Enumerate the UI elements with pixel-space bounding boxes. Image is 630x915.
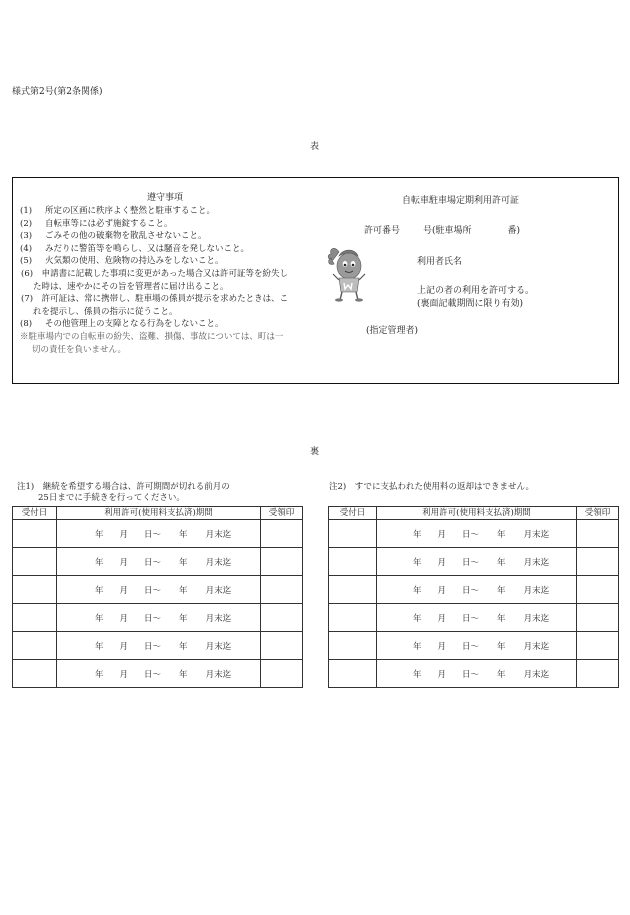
rule-item: (7) 許可証は、常に携帯し、駐車場の係員が提示を求めたときは、これを提示し、係員の指示に従うこと。 xyxy=(21,294,289,317)
rule-item: (8) その他管理上の支障となる行為をしないこと。 xyxy=(20,319,224,330)
receipt-seal-cell[interactable] xyxy=(261,576,303,604)
period-cell[interactable]: 年 月 日～ 年 月末迄 xyxy=(377,520,577,548)
rule-item: (3) ごみその他の破棄物を散乱させないこと。 xyxy=(20,231,207,242)
table-row xyxy=(13,604,303,632)
receipt-seal-cell[interactable] xyxy=(577,604,619,632)
reception-date-cell[interactable] xyxy=(329,604,377,632)
reception-date-cell[interactable] xyxy=(13,660,57,688)
reception-date-cell[interactable] xyxy=(329,660,377,688)
period-cell[interactable]: 年 月 日～ 年 月末迄 xyxy=(57,604,261,632)
permit-number-label: 許可番号 xyxy=(364,226,401,236)
receipt-seal-cell[interactable] xyxy=(261,632,303,660)
table-row xyxy=(13,520,303,548)
receipt-seal-cell[interactable] xyxy=(261,604,303,632)
table-row xyxy=(13,632,303,660)
period-cell[interactable]: 年 月 日～ 年 月末迄 xyxy=(57,520,261,548)
period-cell[interactable]: 年 月 日～ 年 月末迄 xyxy=(377,604,577,632)
reception-date-cell[interactable] xyxy=(13,576,57,604)
note-1-line-1: 注1) 継続を希望する場合は、許可期間が切れる前月の xyxy=(17,482,230,492)
period-cell[interactable]: 年 月 日～ 年 月末迄 xyxy=(377,632,577,660)
receipt-seal-cell[interactable] xyxy=(577,520,619,548)
back-label: 裏 xyxy=(310,447,320,457)
reception-date-cell[interactable] xyxy=(329,520,377,548)
mascot-character-icon xyxy=(325,244,367,302)
rules-section xyxy=(20,192,290,356)
table-row xyxy=(329,576,619,604)
receipt-seal-cell[interactable] xyxy=(577,548,619,576)
period-cell[interactable]: 年 月 日～ 年 月末迄 xyxy=(57,660,261,688)
front-permit-card xyxy=(12,177,619,384)
table-row xyxy=(13,548,303,576)
table-row xyxy=(329,604,619,632)
receipt-seal-cell[interactable] xyxy=(577,632,619,660)
table-row xyxy=(329,632,619,660)
rule-item: (2) 自転車等には必ず施錠すること。 xyxy=(20,218,173,229)
receipt-seal-cell[interactable] xyxy=(261,520,303,548)
user-name-label: 利用者氏名 xyxy=(417,257,463,267)
period-header: 利用許可(使用料支払済)期間 xyxy=(57,507,261,520)
receipt-seal-cell[interactable] xyxy=(577,576,619,604)
form-number: 様式第2号(第2条関係) xyxy=(12,87,103,97)
usage-period-table-left xyxy=(12,506,303,688)
rule-item: (4) みだりに警笛等を鳴らし、又は騒音を発しないこと。 xyxy=(20,243,250,254)
reception-date-cell[interactable] xyxy=(329,576,377,604)
period-cell[interactable]: 年 月 日～ 年 月末迄 xyxy=(57,548,261,576)
reception-date-cell[interactable] xyxy=(13,604,57,632)
parking-number: 号(駐車場所 番) xyxy=(423,226,521,236)
rule-item: (1) 所定の区画に秩序よく整然と駐車すること。 xyxy=(20,206,216,216)
validity-note: (裏面記載期間に限り有効) xyxy=(417,299,524,309)
period-cell[interactable]: 年 月 日～ 年 月末迄 xyxy=(57,632,261,660)
liability-note: ※駐車場内での自転車の紛失、盗難、損傷、事故については、町は一切の責任を負いません。 xyxy=(20,331,284,355)
receipt-seal-header: 受領印 xyxy=(261,507,303,520)
note-2: 注2) すでに支払われた使用料の返却はできません。 xyxy=(329,482,534,492)
table-row xyxy=(13,576,303,604)
receipt-seal-cell[interactable] xyxy=(261,660,303,688)
note-1-line-2: 25日までに手続きを行ってください。 xyxy=(38,493,185,503)
period-cell[interactable]: 年 月 日～ 年 月末迄 xyxy=(377,576,577,604)
period-cell[interactable]: 年 月 日～ 年 月末迄 xyxy=(377,548,577,576)
rule-item: (5) 火気類の使用、危険物の持込みをしないこと。 xyxy=(20,256,224,267)
usage-period-table-right xyxy=(328,506,619,688)
manager-label: (指定管理者) xyxy=(366,326,419,336)
rule-item: (6) 申請書に記載した事項に変更があった場合又は許可証等を紛失した時は、速やかにその旨を管理者に届け出ること。 xyxy=(21,268,288,292)
permission-text: 上記の者の利用を許可する。 xyxy=(417,286,535,296)
period-header: 利用許可(使用料支払済)期間 xyxy=(377,507,577,520)
table-row xyxy=(329,548,619,576)
reception-date-cell[interactable] xyxy=(13,548,57,576)
permit-title: 自転車駐車場定期利用許可証 xyxy=(402,196,520,206)
reception-date-cell[interactable] xyxy=(13,520,57,548)
receipt-seal-header: 受領印 xyxy=(577,507,619,520)
reception-date-cell[interactable] xyxy=(13,632,57,660)
reception-date-header: 受付日 xyxy=(329,507,377,520)
reception-date-header: 受付日 xyxy=(13,507,57,520)
table-row xyxy=(329,660,619,688)
table-row xyxy=(13,660,303,688)
rules-heading: 遵守事項 xyxy=(146,193,183,203)
period-cell[interactable]: 年 月 日～ 年 月末迄 xyxy=(57,576,261,604)
front-label: 表 xyxy=(310,142,320,152)
table-row xyxy=(329,520,619,548)
period-cell[interactable]: 年 月 日～ 年 月末迄 xyxy=(377,660,577,688)
receipt-seal-cell[interactable] xyxy=(261,548,303,576)
reception-date-cell[interactable] xyxy=(329,548,377,576)
receipt-seal-cell[interactable] xyxy=(577,660,619,688)
reception-date-cell[interactable] xyxy=(329,632,377,660)
